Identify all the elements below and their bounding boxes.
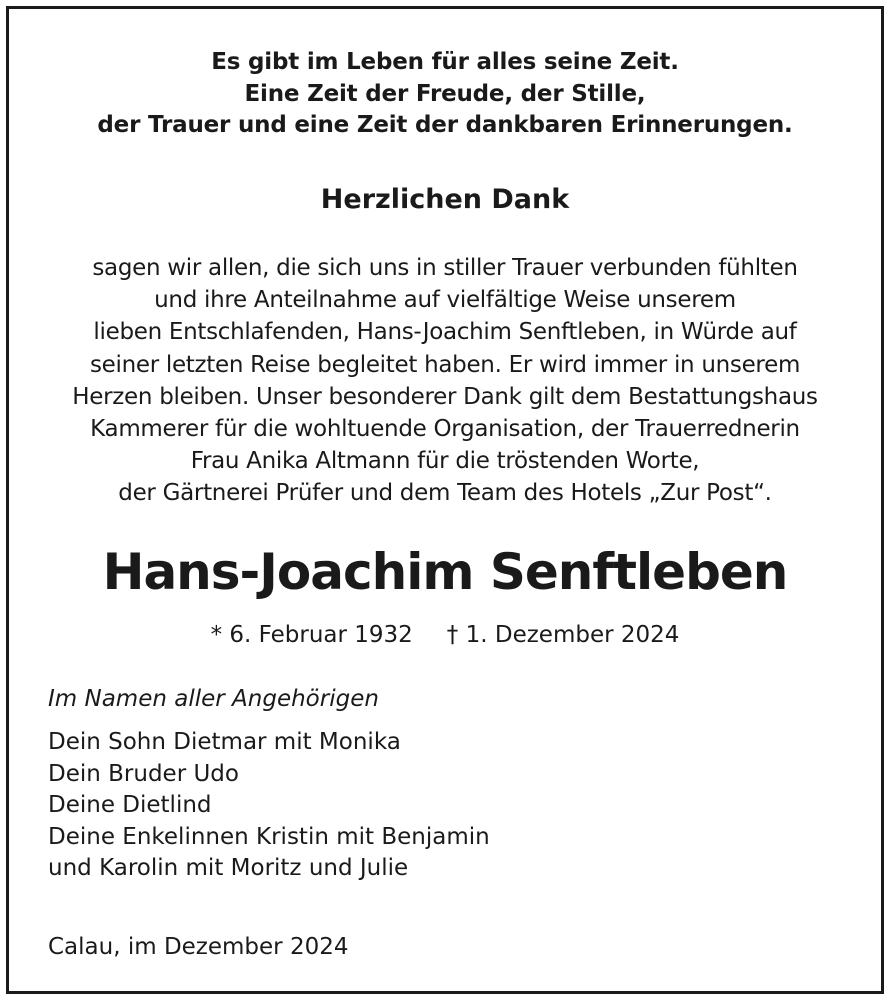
thanks-heading: Herzlichen Dank (320, 184, 570, 215)
family-line: Deine Enkelinnen Kristin mit Benjamin (48, 823, 490, 850)
life-dates (9, 619, 881, 651)
thanks-line: Kammerer für die wohltuende Organisation, der Trauerrednerin (90, 416, 800, 443)
motto-line: Eine Zeit der Freude, der Stille, (244, 80, 646, 107)
thanks-text (9, 252, 881, 510)
family-line: und Karolin mit Moritz und Julie (48, 855, 409, 881)
motto-line: der Trauer und eine Zeit der dankbaren Erinnerungen. (97, 112, 793, 138)
birth-date: * 6. Februar 1932 (210, 622, 413, 648)
death-date: † 1. Dezember 2024 (446, 622, 680, 648)
thanks-line: Herzen bleiben. Unser besonderer Dank gilt dem Bestattungshaus (72, 383, 818, 410)
thanks-line: Frau Anika Altmann für die tröstenden Worte, (190, 448, 700, 475)
obituary-content (9, 9, 881, 991)
thanks-line: und ihre Anteilnahme auf vielfältige Weise unserem (154, 287, 736, 314)
motto-line: Es gibt im Leben für alles seine Zeit. (211, 49, 679, 75)
obituary-frame (6, 6, 884, 994)
family-line: Dein Bruder Udo (48, 760, 239, 787)
thanks-line: lieben Entschlafenden, Hans-Joachim Senftleben, in Würde auf (93, 319, 797, 346)
signoff-intro: Im Namen aller Angehörigen (48, 686, 379, 712)
motto-block (9, 47, 881, 142)
thanks-line: seiner letzten Reise begleitet haben. Er wird immer in unserem (89, 351, 801, 378)
deceased-name: Hans-Joachim Senftleben (102, 543, 788, 601)
family-line: Dein Sohn Dietmar mit Monika (48, 729, 401, 755)
thanks-line: der Gärtnerei Prüfer und dem Team des Hotels „Zur Post“. (118, 480, 772, 507)
family-list (48, 727, 490, 885)
place-date: Calau, im Dezember 2024 (48, 934, 349, 960)
family-line: Deine Dietlind (48, 792, 212, 818)
thanks-line: sagen wir allen, die sich uns in stiller Trauer verbunden fühlten (92, 255, 798, 281)
